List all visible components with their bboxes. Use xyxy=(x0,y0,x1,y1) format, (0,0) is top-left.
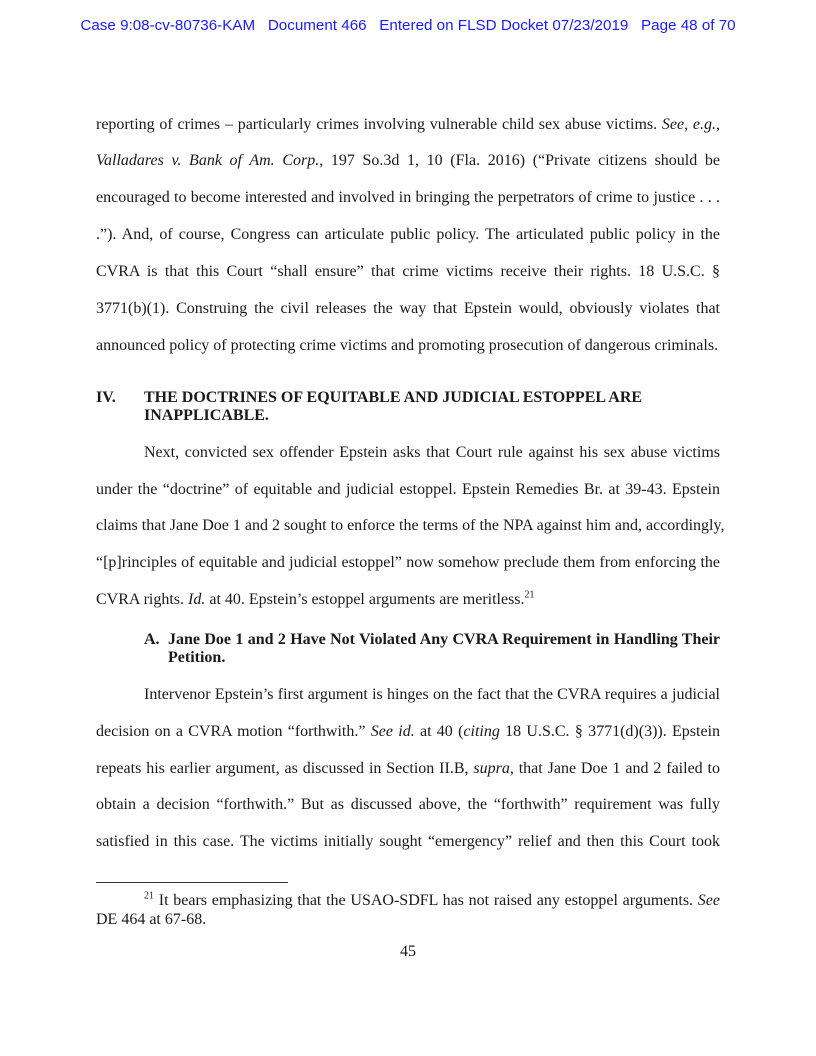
footnote-ref[interactable]: 21 xyxy=(524,589,535,601)
body-line: obtain a decision “forthwith.” But as discussed above, the “forthwith” requirement was fully xyxy=(96,796,720,813)
case-citation: Valladares v. Bank of Am. Corp. xyxy=(96,152,320,169)
subsection-heading: Jane Doe 1 and 2 Have Not Violated Any CVRA Requirement in Handling Their Petition. xyxy=(168,631,720,666)
body-line: CVRA is that this Court “shall ensure” that crime victims receive their rights. 18 U.S.C. § xyxy=(96,263,720,280)
section-number: IV. xyxy=(96,389,116,406)
body-line: satisfied in this case. The victims initially sought “emergency” relief and then this Court took xyxy=(96,833,720,850)
page-counter: Page 48 of 70 xyxy=(641,17,736,34)
footnote-divider xyxy=(96,882,288,883)
body-line: under the “doctrine” of equitable and judicial estoppel. Epstein Remedies Br. at 39-43. Epstein xyxy=(96,481,720,498)
body-line: decision on a CVRA motion “forthwith.” See id. at 40 (citing 18 U.S.C. § 3771(d)(3)). Epstein xyxy=(96,723,721,740)
subsection-label: A. xyxy=(144,631,160,648)
footnote-21: $^{21}$ It bears emphasizing that the USAO-SDFL has not raised any estoppel arguments. See xyxy=(144,890,720,909)
footnote-number: 21 xyxy=(144,890,154,902)
body-line: CVRA rights. Id. at 40. Epstein’s estoppel arguments are meritless.$^{21}$ xyxy=(96,589,535,608)
body-line: encouraged to become interested and involved in bringing the perpetrators of crime to justice . . . xyxy=(96,189,720,206)
body-line: Next, convicted sex offender Epstein asks that Court rule against his sex abuse victims xyxy=(144,444,720,461)
body-line: reporting of crimes – particularly crimes involving vulnerable child sex abuse victims. See, e.g., xyxy=(96,116,720,133)
body-line: Intervenor Epstein’s first argument is hinges on the fact that the CVRA requires a judicial xyxy=(144,686,720,703)
section-heading: THE DOCTRINES OF EQUITABLE AND JUDICIAL ESTOPPEL ARE INAPPLICABLE. xyxy=(144,389,643,424)
case-number: Case 9:08-cv-80736-KAM xyxy=(80,17,256,34)
docket-header xyxy=(0,17,816,34)
page-number: 45 xyxy=(400,943,416,960)
body-line: “[p]rinciples of equitable and judicial estoppel” now somehow preclude them from enforcing the xyxy=(96,554,720,571)
body-line: 3771(b)(1). Construing the civil releases the way that Epstein would, obviously violates that xyxy=(96,300,720,317)
footnote-line: DE 464 at 67-68. xyxy=(96,911,207,928)
document-number: Document 466 xyxy=(267,17,367,34)
body-line: repeats his earlier argument, as discussed in Section II.B, supra, that Jane Doe 1 and 2 failed to xyxy=(96,760,721,777)
docket-entry: Entered on FLSD Docket 07/23/2019 xyxy=(379,17,629,34)
body-line: .”). And, of course, Congress can articulate public policy. The articulated public policy in the xyxy=(96,226,720,243)
body-line: announced policy of protecting crime victims and promoting prosecution of dangerous criminals. xyxy=(96,337,719,354)
body-line: claims that Jane Doe 1 and 2 sought to enforce the terms of the NPA against him and, accordingly, xyxy=(96,517,725,534)
body-line: Valladares v. Bank of Am. Corp., 197 So.3d 1, 10 (Fla. 2016) (“Private citizens should be xyxy=(96,152,720,169)
